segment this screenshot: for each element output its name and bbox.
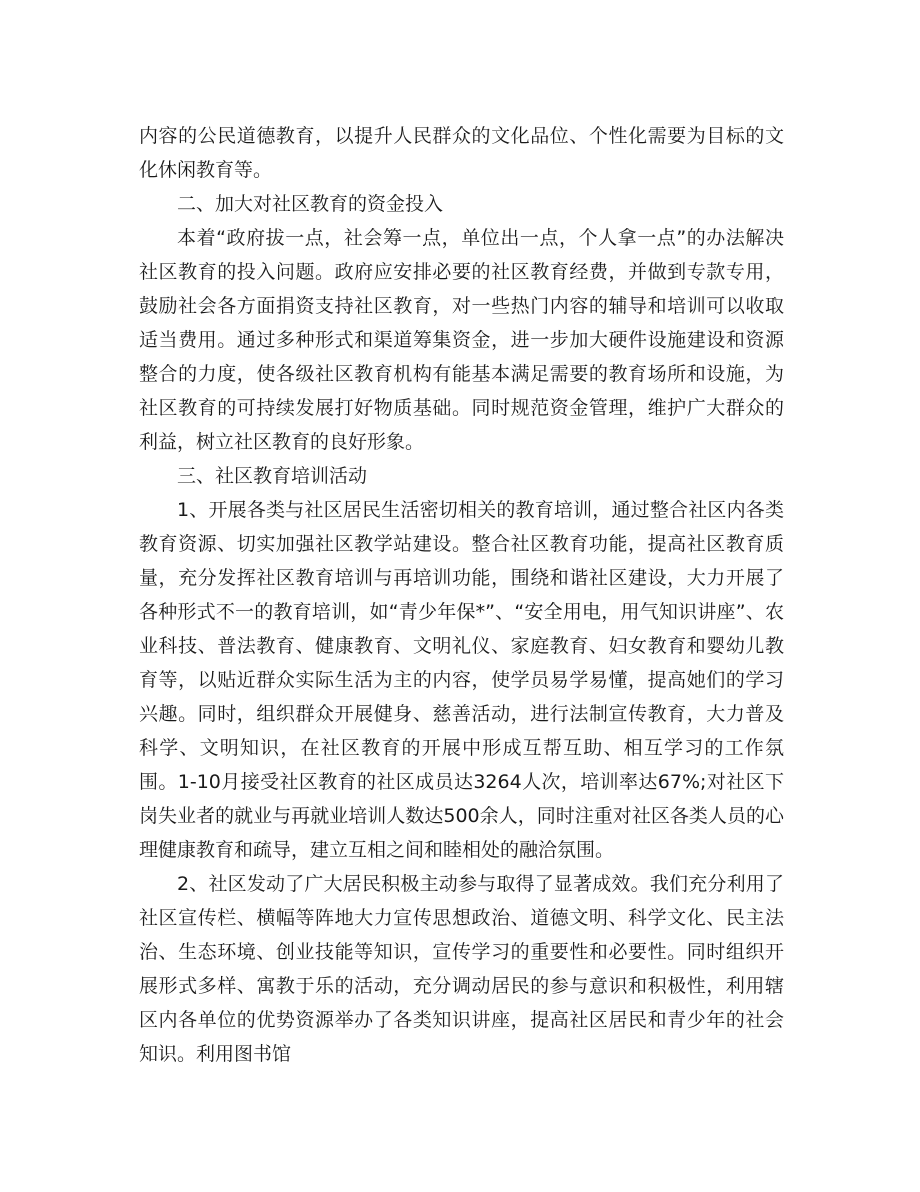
paragraph-funding: 本着“政府拔一点，社会筹一点，单位出一点，个人拿一点”的办法解决社区教育的投入问题。政府应安排必要的社区教育经费，并做到专款专用，鼓励社会各方面捐资支持社区教育，对一些热门内容的辅导和培训可以收取适当费用。通过多种形式和渠道筹集资金，进一步加大硬件设施建设和资源整合的力度，使各级社区教育机构有能基本满足需要的教育场所和设施，为社区教育的可持续发展打好物质基础。同时规范资金管理，维护广大群众的利益，树立社区教育的良好形象。 xyxy=(139,227,784,453)
paragraph-training-2: 2、社区发动了广大居民积极主动参与取得了显著成效。我们充分利用了社区宣传栏、横幅等阵地大力宣传思想政治、道德文明、科学文化、民主法治、生态环境、创业技能等知识，宣传学习的重要性和必要性。同时组织开展形式多样、寓教于乐的活动，充分调动居民的参与意识和积极性，利用辖区内各单位的优势资源举办了各类知识讲座，提高社区居民和青少年的社会知识。利用图书馆 xyxy=(139,873,784,1065)
section-heading-training: 三、社区教育培训活动 xyxy=(177,465,368,487)
paragraph-training-1: 1、开展各类与社区居民生活密切相关的教育培训，通过整合社区内各类教育资源、切实加强社区教学站建设。整合社区教育功能，提高社区教育质量，充分发挥社区教育培训与再培训功能，围绕和谐社区建设，大力开展了各种形式不一的教育培训，如“青少年保*”、“安全用电，用气知识讲座”、农业科技、普法教育、健康教育、文明礼仪、家庭教育、妇女教育和婴幼儿教育等，以贴近群众实际生活为主的内容，使学员易学易懂，提高她们的学习兴趣。同时，组织群众开展健身、慈善活动，进行法制宣传教育，大力普及科学、文明知识，在社区教育的开展中形成互帮互助、相互学习的工作氛围。1-10月接受社区教育的社区成员达3264人次，培训率达67%;对社区下岗失业者的就业与再就业培训人数达500余人，同时注重对社区各类人员的心理健康教育和疏导，建立互相之间和睦相处的融洽氛围。 xyxy=(139,499,784,861)
section-heading-funding: 二、加大对社区教育的资金投入 xyxy=(177,193,444,215)
paragraph-intro-continuation: 内容的公民道德教育，以提升人民群众的文化品位、个性化需要为目标的文化休闲教育等。 xyxy=(139,125,784,181)
document-body xyxy=(139,119,784,1071)
